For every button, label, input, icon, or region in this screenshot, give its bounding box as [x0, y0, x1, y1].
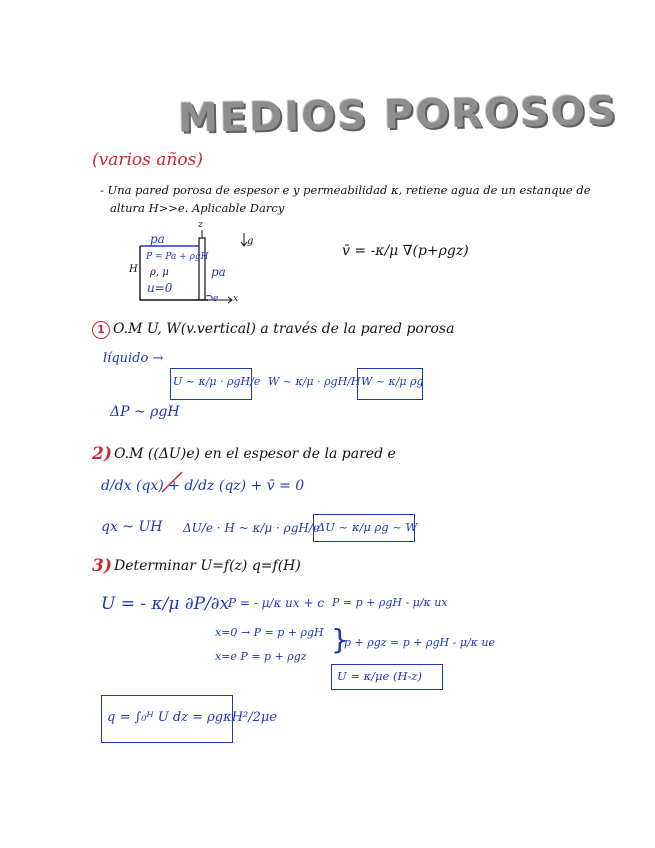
bc-x0: x=0 → P = p + ρgH: [215, 626, 324, 639]
diagram-e: e: [213, 294, 219, 304]
diagram-u-zero: u=0: [147, 281, 173, 295]
liquido-label: líquido →: [103, 351, 164, 366]
u-profile: U = κ/μe (H-z): [337, 669, 422, 683]
section-1-text: O.M U, W(v.vertical) a través de la pared porosa: [113, 321, 455, 337]
diagram-pa-right: pa: [211, 265, 226, 279]
diagram-z: z: [198, 220, 203, 230]
darcy-equation: v̄ = -κ/μ ∇(p+ρgz): [342, 243, 469, 259]
p-solution-eq: P = p + ρgH - μ/κ ux: [332, 596, 448, 609]
u-darcy-eq: U = - κ/μ ∂P/∂x: [101, 594, 230, 614]
u-estimate: U ~ κ/μ · ρgH/e: [173, 375, 261, 388]
diagram-pa-top: pa: [150, 232, 165, 246]
problem-line-2: altura H>>e. Aplicable Darcy: [110, 201, 285, 215]
page-title: MEDIOS POROSOS: [177, 88, 619, 142]
bc-xe: x=e P = p + ρgz: [215, 650, 307, 663]
du-result: ΔU ~ κ/μ ρg ~ W: [317, 520, 418, 534]
brace: }: [331, 623, 349, 656]
p-integral-eq: P = - μ/κ ux + c: [228, 596, 325, 610]
qx-estimate: qx ~ UH: [101, 519, 163, 535]
w-result: W ~ κ/μ ρg: [361, 375, 424, 388]
subtitle: (varios años): [92, 150, 203, 170]
section-2-number: 2): [92, 444, 112, 464]
continuity-equation: d/dx (qx) + d/dz (qz) + v̄ = 0: [101, 478, 305, 494]
diagram-H: H: [129, 264, 138, 275]
diagram-rho-mu: ρ, μ: [150, 267, 169, 278]
pressure-difference: ΔP ~ ρgH: [110, 404, 180, 420]
section-2-text: O.M ((ΔU)e) en el espesor de la pared e: [114, 446, 396, 462]
section-1-number: 1: [92, 321, 110, 339]
diagram-g: g: [247, 236, 254, 247]
w-estimate: W ~ κ/μ · ρgH/H: [268, 375, 361, 388]
section-3-number: 3): [92, 556, 112, 576]
problem-line-1: - Una pared porosa de espesor e y permeabilidad κ, retiene agua de un estanque de: [100, 183, 591, 197]
diagram-x: x: [233, 294, 239, 304]
bc-equation: p + ρgz = p + ρgH - μ/κ ue: [344, 636, 495, 649]
diagram-p-eq: P = Pa + ρgH: [146, 252, 209, 262]
section-3-text: Determinar U=f(z) q=f(H): [114, 558, 301, 574]
du-estimate: ΔU/e · H ~ κ/μ · ρgH/e: [183, 521, 321, 535]
flow-rate: q = ∫₀ᴴ U dz = ρgκH²/2μe: [107, 710, 277, 725]
